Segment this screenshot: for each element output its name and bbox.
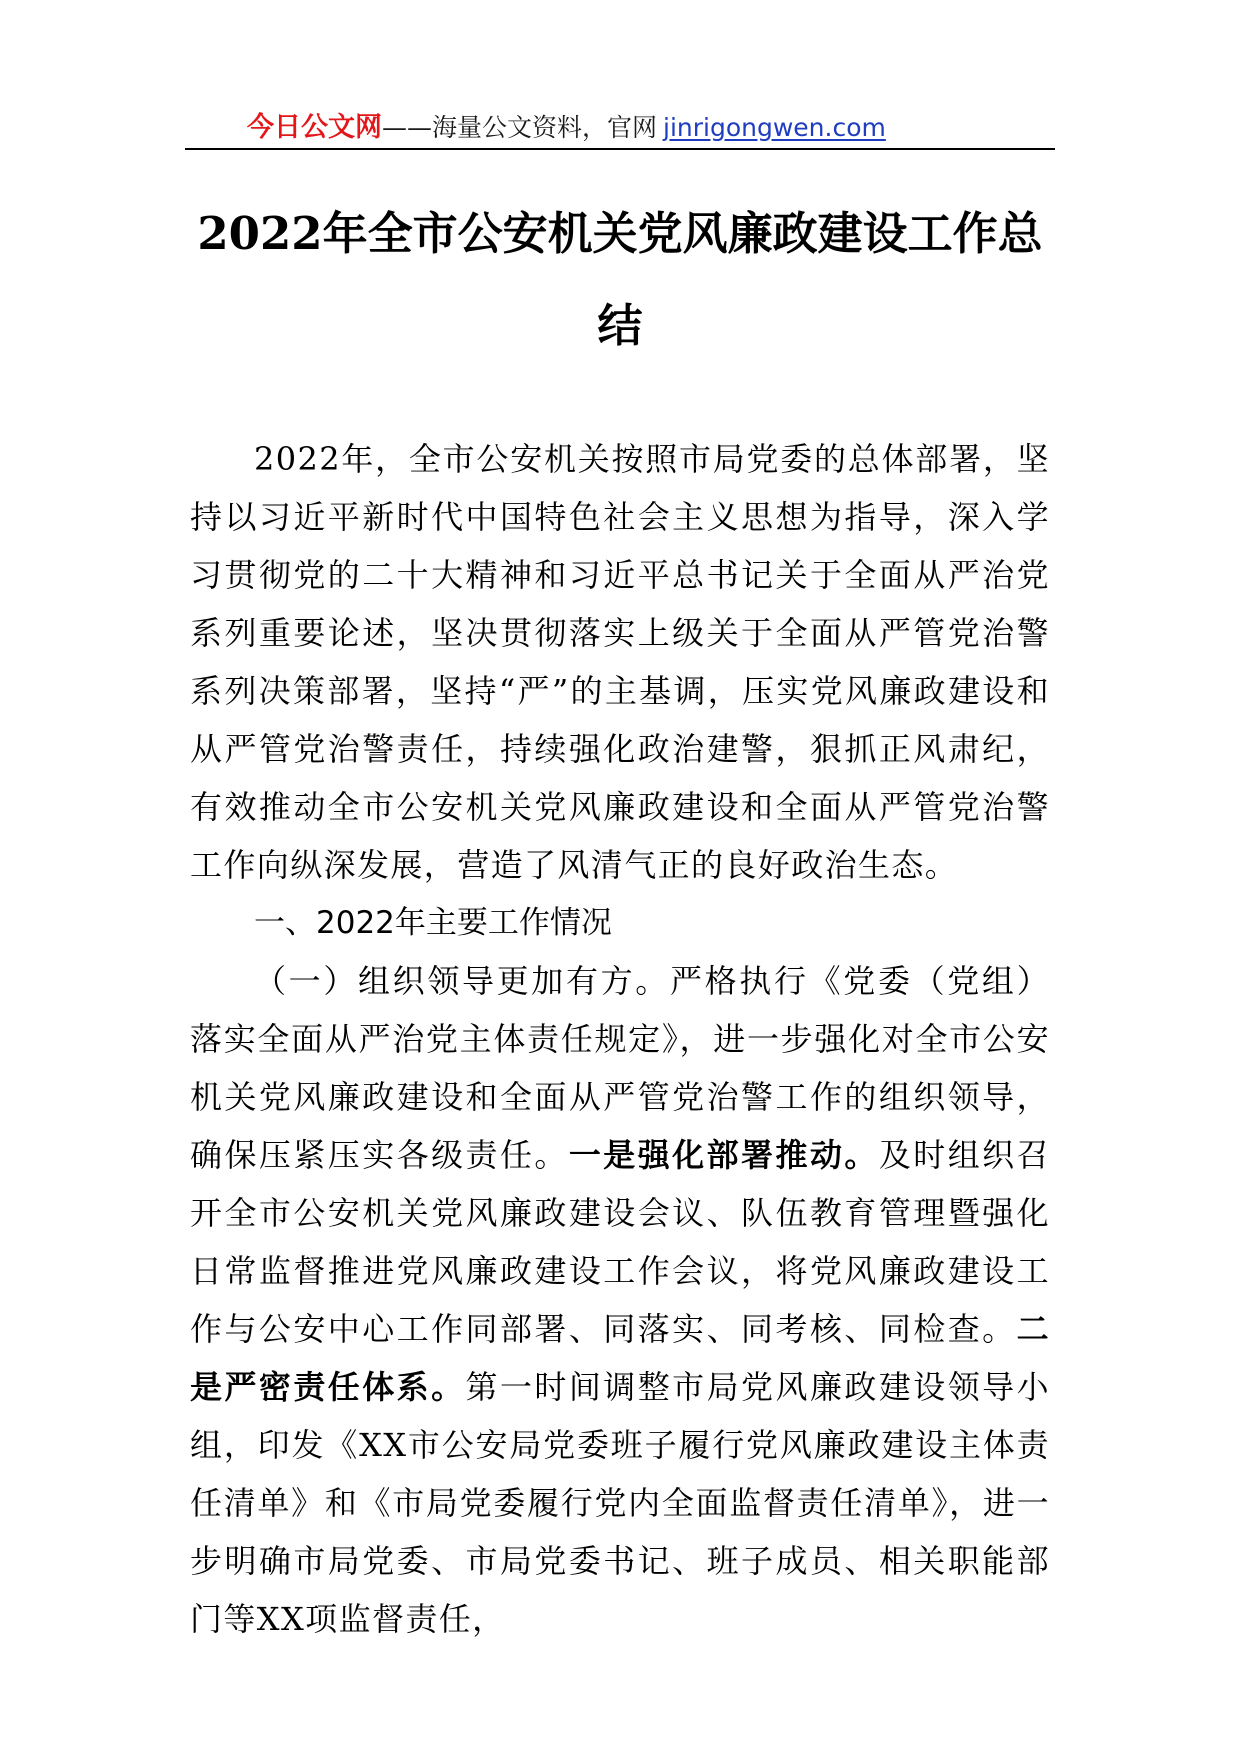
intro-paragraph: 2022年，全市公安机关按照市局党委的总体部署，坚持以习近平新时代中国特色社会主义思想为指导，深入学习贯彻党的二十大精神和习近平总书记关于全面从严治党系列重要论述，坚决贯彻落实上级关于全面从严管党治警系列决策部署，坚持“严”的主基调，压实党风廉政建设和从严管党治警责任，持续强化政治建警，狠抓正风肃纪，有效推动全市公安机关党风廉政建设和全面从严管党治警工作向纵深发展，营造了风清气正的良好政治生态。 xyxy=(190,440,1050,884)
subsection-paragraph xyxy=(190,952,1050,1648)
document-title: 2022年全市公安机关党风廉政建设工作总结 xyxy=(197,207,1043,352)
subsection-text: （一）组织领导更加有方。严格执行《党委（党组）落实全面从严治党主体责任规定》，进一步强化对全市公安机关党风廉政建设和全面从严管党治警工作的组织领导，确保压紧压实各级责任。 xyxy=(190,962,1050,1174)
subsection-text: 第一时间调整市局党风廉政建设领导小组，印发《XX市公安局党委班子履行党风廉政建设主体责任清单》和《市局党委履行党内全面监督责任清单》，进一步明确市局党委、市局党委书记、班子成员、相关职能部门等XX项监督责任， xyxy=(190,1368,1050,1638)
bold-lead-text: 一是强化部署推动。 xyxy=(568,1136,879,1174)
subsection-text: 及时组织召开全市公安机关党风廉政建设会议、队伍教育管理暨强化日常监督推进党风廉政建设工作会议，将党风廉政建设工作与公安中心工作同部署、同落实、同考核、同检查。 xyxy=(190,1136,1050,1348)
bold-lead-text: 二是严密责任体系。 xyxy=(190,1310,1050,1406)
page-header xyxy=(185,108,1055,148)
document-body xyxy=(190,430,1050,1648)
header-tagline: ——海量公文资料，官网 xyxy=(382,113,658,142)
website-link[interactable]: jinrigongwen.com xyxy=(663,113,886,142)
section-heading: 一、2022年主要工作情况 xyxy=(254,905,612,941)
header-divider xyxy=(185,148,1055,150)
brand-name[interactable]: 今日公文网 xyxy=(247,112,382,143)
